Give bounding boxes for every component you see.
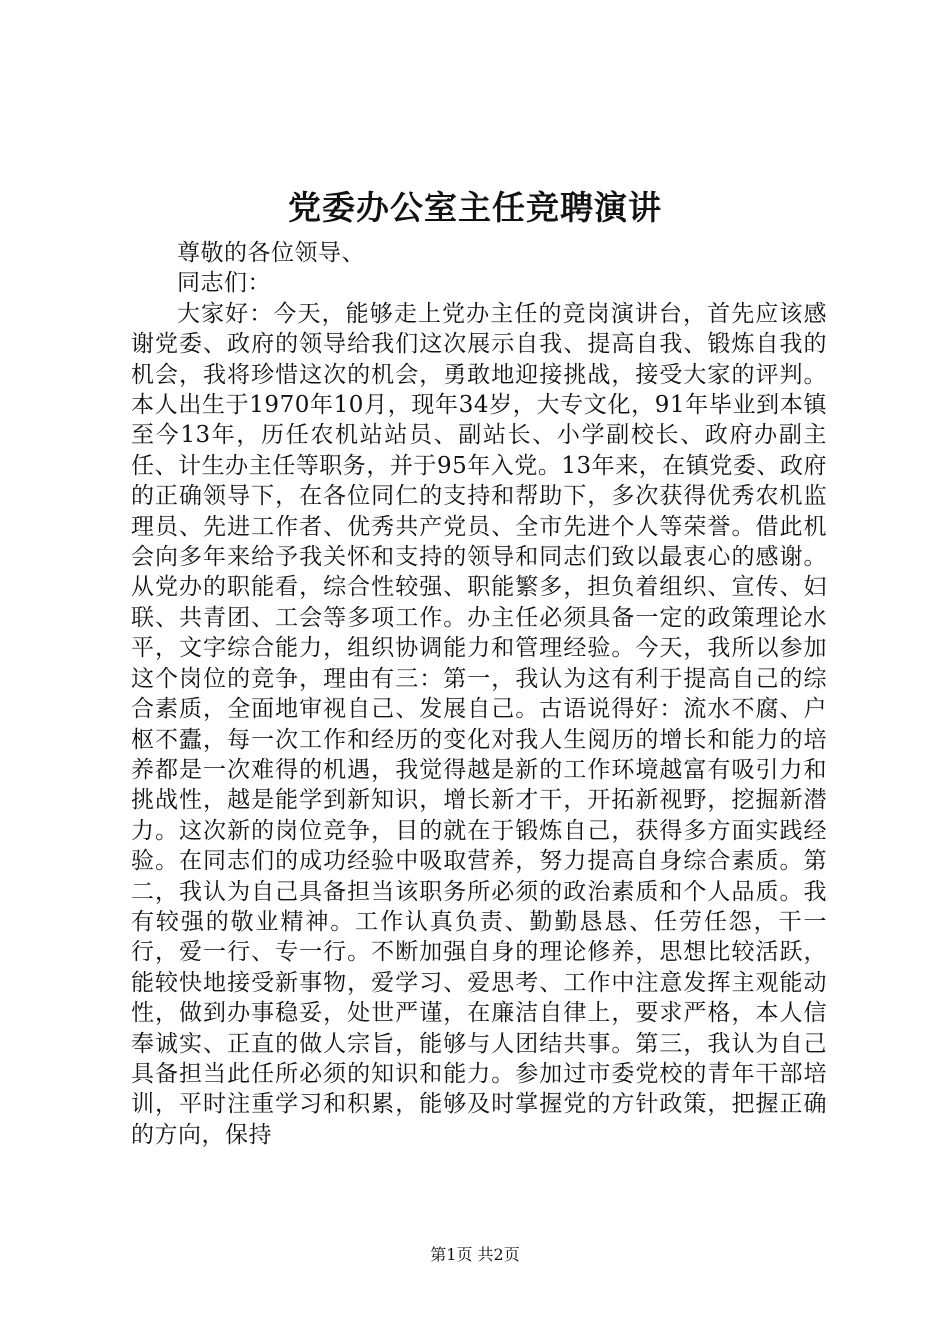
salutation-line-2: 同志们： <box>177 270 271 297</box>
speech-paragraph: 大家好：今天，能够走上党办主任的竞岗演讲台，首先应该感谢党委、政府的领导给我们这次展示自我、提高自我、锻炼自我的机会，我将珍惜这次的机会，勇敢地迎接挑战，接受大家的评判。本人出生于1970年10月，现年34岁，大专文化，91年毕业到本镇至今13年，历任农机站站员、副站长、小学副校长、政府办副主任、计生办主任等职务，并于95年入党。13年来，在镇党委、政府的正确领导下，在各位同仁的支持和帮助下，多次获得优秀农机监理员、先进工作者、优秀共产党员、全市先进个人等荣誉。借此机会向多年来给予我关怀和支持的领导和同志们致以最衷心的感谢。从党办的职能看，综合性较强、职能繁多，担负着组织、宣传、妇联、共青团、工会等多项工作。办主任必须具备一定的政策理论水平，文字综合能力，组织协调能力和管理经验。今天，我所以参加这个岗位的竞争，理由有三：第一，我认为这有利于提高自己的综合素质，全面地审视自己、发展自己。古语说得好：流水不腐、户枢不蠹，每一次工作和经历的变化对我人生阅历的增长和能力的培养都是一次难得的机遇，我觉得越是新的工作环境越富有吸引力和挑战性，越是能学到新知识，增长新才干，开拓新视野，挖掘新潜力。这次新的岗位竞争，目的就在于锻炼自己，获得多方面实践经验。在同志们的成功经验中吸取营养，努力提高自身综合素质。第二，我认为自己具备担当该职务所必须的政治素质和个人品质。我有较强的敬业精神。工作认真负责、勤勤恳恳、任劳任怨，干一行，爱一行、专一行。不断加强自身的理论修养，思想比较活跃，能较快地接受新事物，爱学习、爱思考、工作中注意发挥主观能动性，做到办事稳妥，处世严谨，在廉洁自律上，要求严格，本人信奉诚实、正直的做人宗旨，能够与人团结共事。第三，我认为自己具备担当此任所必须的知识和能力。参加过市委党校的青年干部培训，平时注重学习和积累，能够及时掌握党的方针政策，把握正确的方向，保持 <box>131 300 827 1148</box>
page-footer: 第1页 共2页 <box>430 1245 520 1264</box>
speech-body <box>131 238 827 1150</box>
salutation-line-1: 尊敬的各位领导、 <box>177 240 365 266</box>
page-title: 党委办公室主任竞聘演讲 <box>288 188 662 227</box>
